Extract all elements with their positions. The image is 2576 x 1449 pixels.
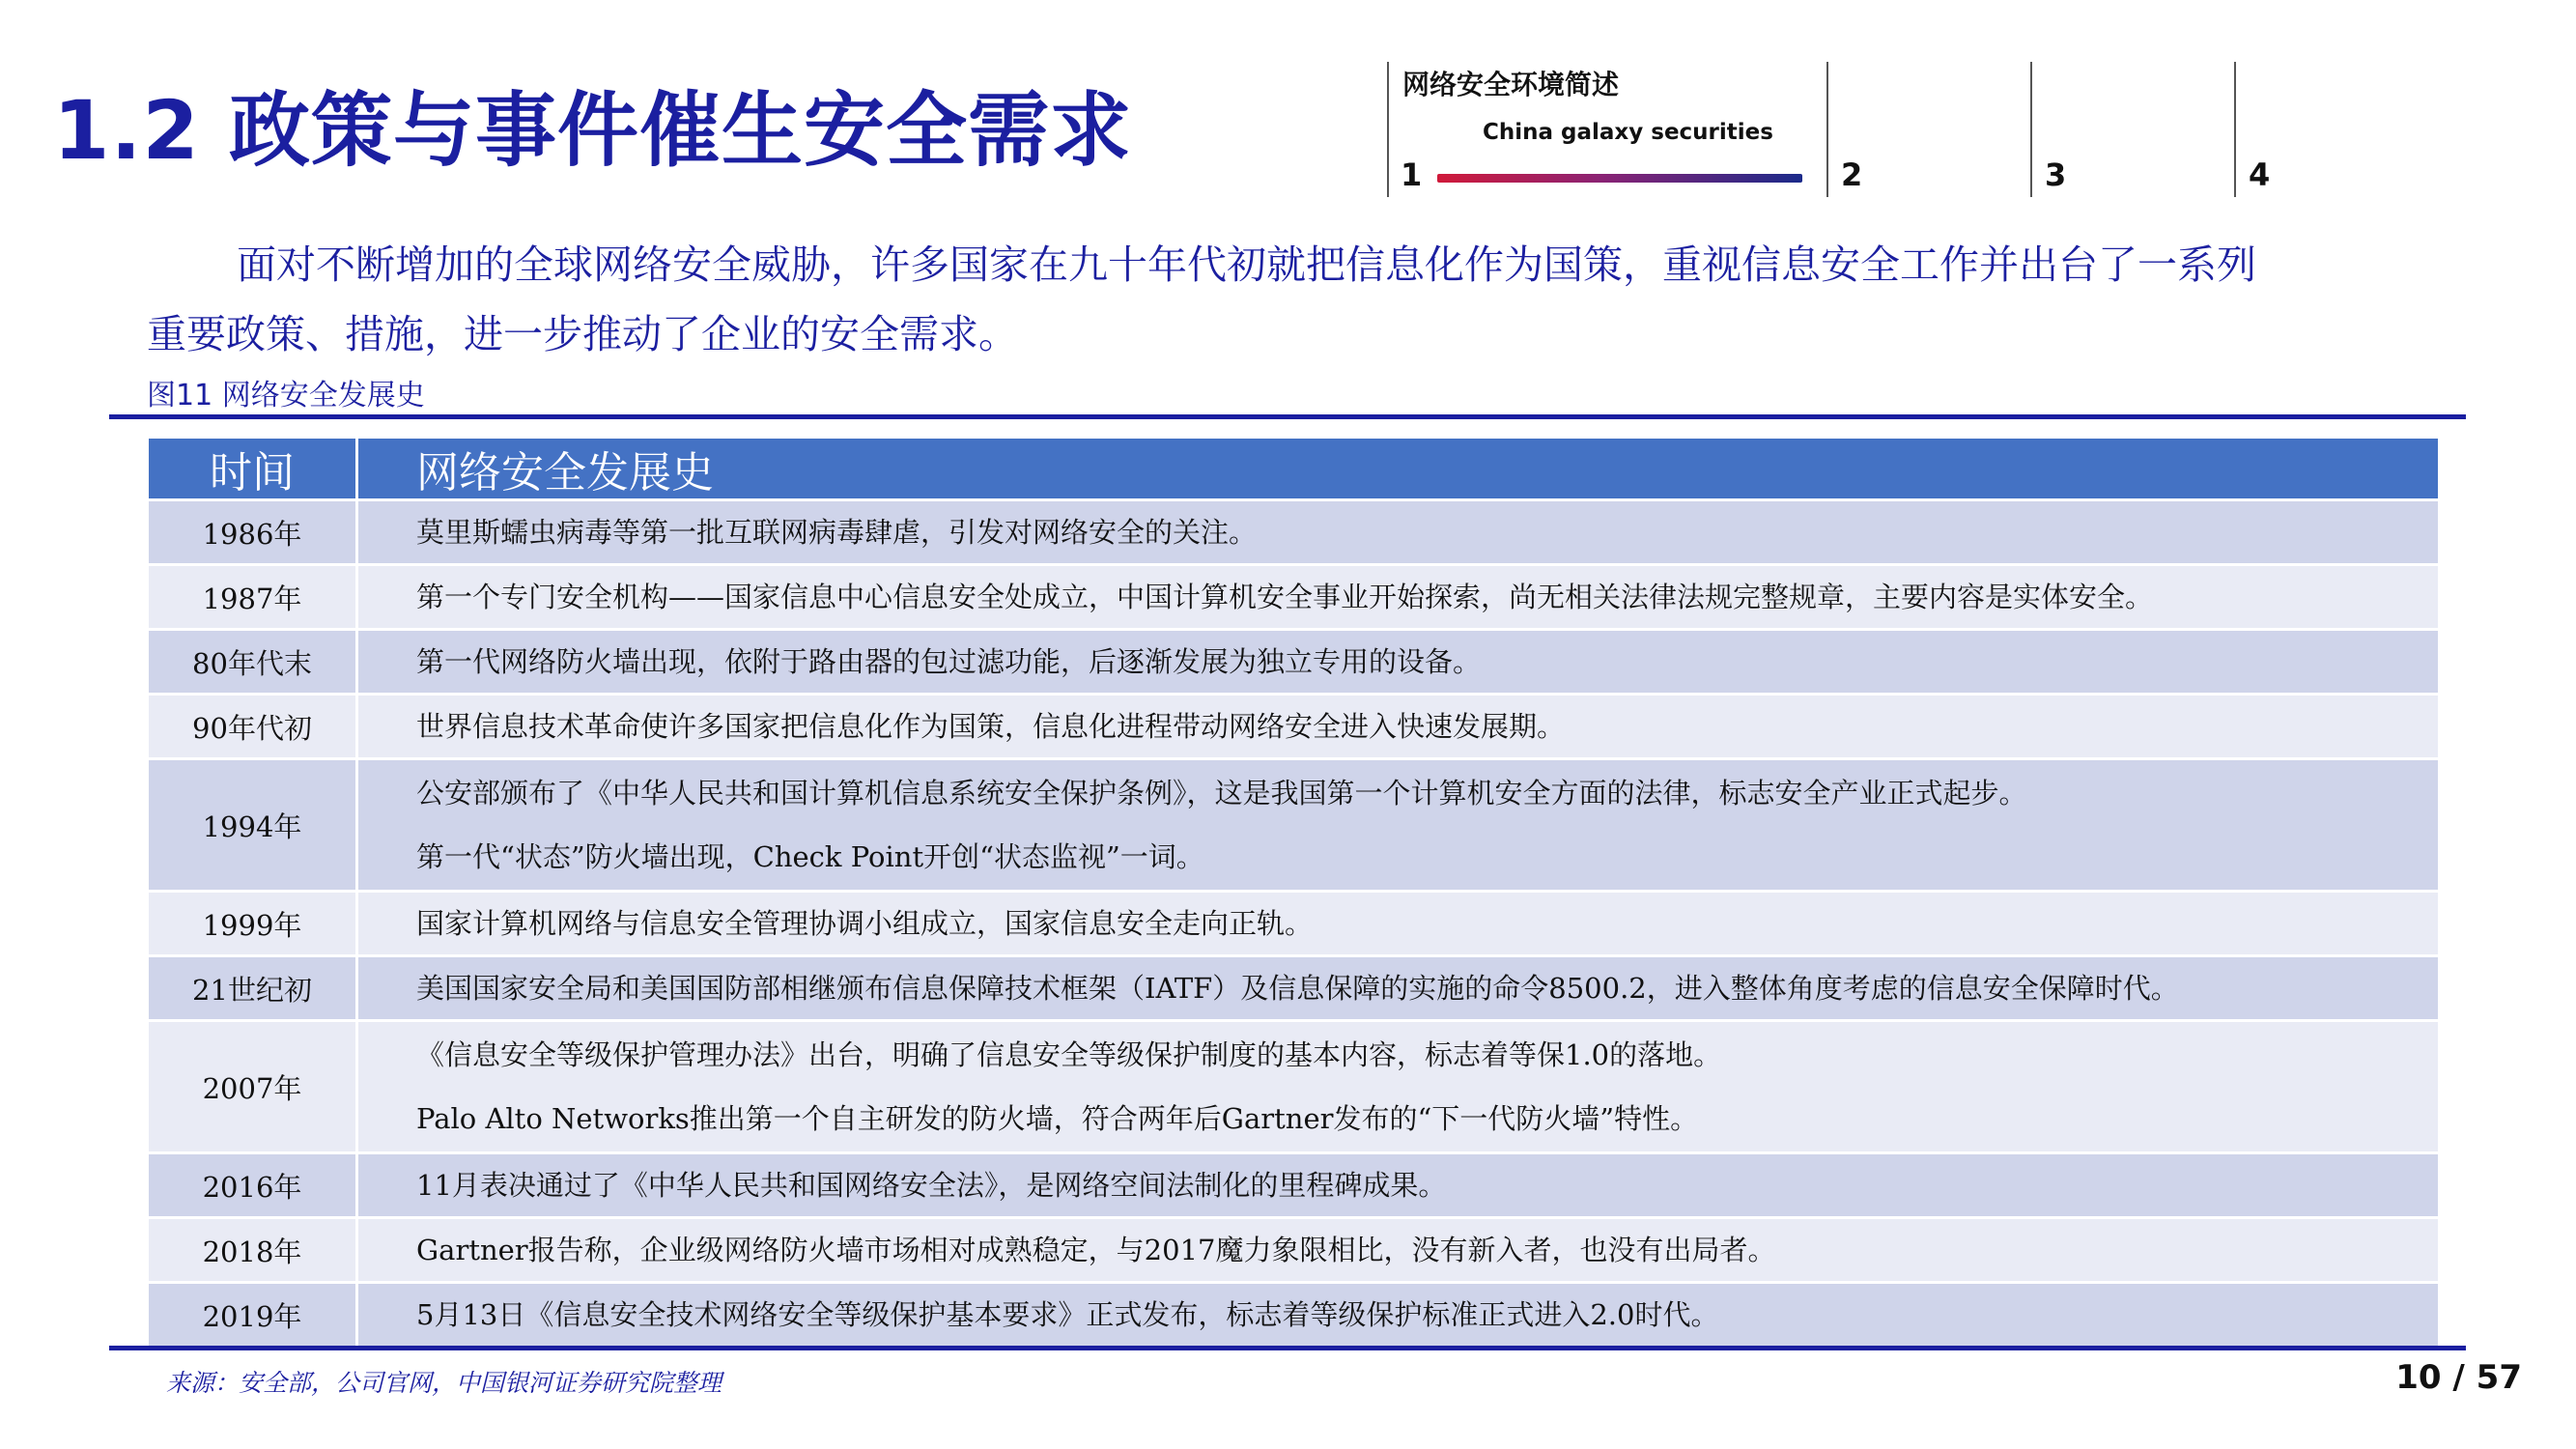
row-desc (358, 1284, 2438, 1346)
slide-title: 1.2 政策与事件催生安全需求 (53, 83, 1133, 178)
row-desc (358, 893, 2438, 954)
row-year: 2018年 (149, 1219, 358, 1281)
table-row (149, 1284, 2438, 1349)
nav-item-3[interactable]: 3 (2045, 156, 2067, 193)
nav-divider (1826, 62, 1828, 197)
intro-line-1: 面对不断增加的全球网络安全威胁，许多国家在九十年代初就把信息化作为国策，重视信息安全工作并出台了一系列 (237, 242, 2256, 288)
nav-subtitle: China galaxy securities (1483, 120, 1773, 145)
table-row (149, 1154, 2438, 1219)
table-row (149, 760, 2438, 893)
table-row (149, 696, 2438, 760)
nav-divider (2030, 62, 2032, 197)
nav-item-1[interactable]: 1 (1401, 156, 1423, 193)
row-desc-line: 国家计算机网络与信息安全管理协调小组成立，国家信息安全走向正轨。 (416, 907, 1314, 940)
figure-caption: 图11 网络安全发展史 (147, 379, 425, 412)
row-desc-line: 第一个专门安全机构——国家信息中心信息安全处成立，中国计算机安全事业开始探索，尚无相关法律法规完整规章，主要内容是实体安全。 (416, 581, 2154, 613)
table-row (149, 1022, 2438, 1154)
intro-line-2: 重要政策、措施，进一步推动了企业的安全需求。 (147, 311, 1018, 357)
row-desc (358, 957, 2438, 1019)
table-header (149, 439, 2438, 501)
nav-section-title: 网络安全环境简述 (1402, 69, 1620, 100)
row-year: 2019年 (149, 1284, 358, 1346)
row-year: 2007年 (149, 1022, 358, 1151)
nav-item-2[interactable]: 2 (1841, 156, 1863, 193)
row-desc (358, 1219, 2438, 1281)
table-row (149, 631, 2438, 696)
row-desc-line: Gartner报告称，企业级网络防火墙市场相对成熟稳定，与2017魔力象限相比，没有新入者，也没有出局者。 (416, 1234, 1776, 1266)
row-desc-line: 世界信息技术革命使许多国家把信息化作为国策，信息化进程带动网络安全进入快速发展期。 (416, 710, 1566, 743)
intro-paragraph (147, 230, 2450, 369)
page-number: 10 / 57 (2395, 1358, 2522, 1397)
row-desc-line: 第一代“状态”防火墙出现，Check Point开创“状态监视”一词。 (416, 840, 1204, 873)
row-year: 1987年 (149, 566, 358, 628)
row-year: 1986年 (149, 501, 358, 563)
table-row (149, 501, 2438, 566)
row-desc (358, 696, 2438, 757)
row-year: 2016年 (149, 1154, 358, 1216)
row-desc (358, 501, 2438, 563)
top-rule (109, 414, 2466, 419)
row-desc (358, 1022, 2438, 1151)
bottom-rule (109, 1346, 2466, 1350)
row-desc-line: 5月13日《信息安全技术网络安全等级保护基本要求》正式发布，标志着等级保护标准正式进入2.0时代。 (416, 1298, 1719, 1331)
nav-progress-bar (1437, 174, 1802, 183)
row-desc-line: Palo Alto Networks推出第一个自主研发的防火墙，符合两年后Gartner发布的“下一代防火墙”特性。 (416, 1102, 1699, 1135)
row-year: 90年代初 (149, 696, 358, 757)
row-desc-line: 美国国家安全局和美国国防部相继颁布信息保障技术框架（IATF）及信息保障的实施的命令8500.2，进入整体角度考虑的信息安全保障时代。 (416, 972, 2179, 1005)
row-desc (358, 1154, 2438, 1216)
row-year: 80年代末 (149, 631, 358, 693)
table-row (149, 893, 2438, 957)
table-row (149, 1219, 2438, 1284)
row-desc (358, 566, 2438, 628)
header-time: 时间 (149, 439, 358, 498)
row-desc-line: 第一代网络防火墙出现，依附于路由器的包过滤功能，后逐渐发展为独立专用的设备。 (416, 645, 1482, 678)
nav-divider (2234, 62, 2236, 197)
table-row (149, 566, 2438, 631)
row-year: 1999年 (149, 893, 358, 954)
row-desc-line: 11月表决通过了《中华人民共和国网络安全法》，是网络空间法制化的里程碑成果。 (416, 1169, 1447, 1202)
row-year: 21世纪初 (149, 957, 358, 1019)
row-desc-line: 莫里斯蠕虫病毒等第一批互联网病毒肆虐，引发对网络安全的关注。 (416, 516, 1258, 549)
nav-divider (1387, 62, 1389, 197)
row-desc (358, 760, 2438, 890)
header-history: 网络安全发展史 (416, 448, 714, 497)
nav-item-4[interactable]: 4 (2249, 156, 2271, 193)
table-row (149, 957, 2438, 1022)
row-year: 1994年 (149, 760, 358, 890)
row-desc (358, 631, 2438, 693)
row-desc-line: 《信息安全等级保护管理办法》出台，明确了信息安全等级保护制度的基本内容，标志着等保1.0的落地。 (416, 1038, 1722, 1071)
source-note: 来源：安全部，公司官网，中国银河证券研究院整理 (166, 1369, 722, 1397)
history-table (149, 439, 2438, 1349)
row-desc-line: 公安部颁布了《中华人民共和国计算机信息系统安全保护条例》，这是我国第一个计算机安全方面的法律，标志安全产业正式起步。 (416, 777, 2027, 810)
